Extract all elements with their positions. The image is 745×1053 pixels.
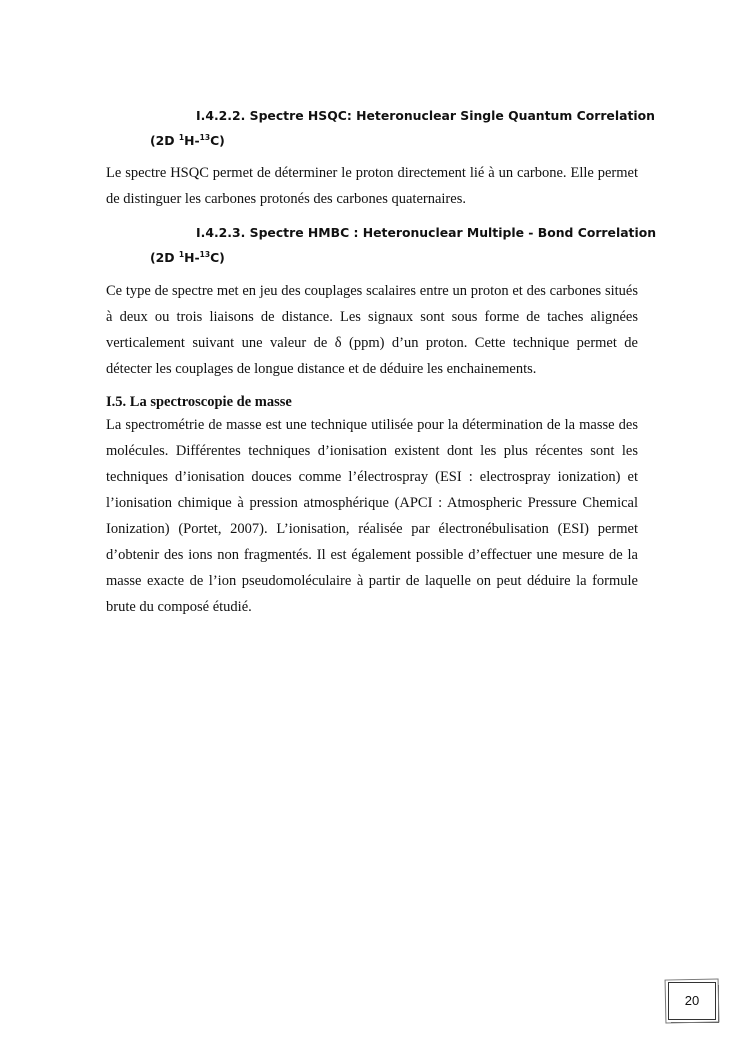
paragraph-mass: La spectrométrie de masse est une technique utilisée pour la détermination de la masse des molécules. Différentes techniques d’ionisation existent dont les plus récentes sont les techniques d’ionisation douces comme l’électrospray (ESI : electrospray ionization) et l’ionisation chimique à pression atmosphérique (APCI : Atmospheric Pressure Chemical Ionization) (Portet, 2007). L’ionisation, réalisée par électronébulisation (ESI) permet d’obtenir des ions non fragmentés. Il est également possible d’effectuer une mesure de la masse exacte de l’ion pseudomoléculaire à partir de laquelle on peut déduire la formule brute du composé étudié. (106, 417, 638, 615)
heading-hsqc-sub-prefix: (2D (150, 133, 179, 148)
heading-hmbc-line2 (106, 245, 638, 270)
heading-hsqc-sup2: 13 (199, 133, 211, 142)
heading-hmbc-sub-prefix: (2D (150, 250, 179, 265)
heading-hmbc-title: Spectre HMBC : Heteronuclear Multiple - Bond Correlation (249, 225, 657, 240)
section-heading-hsqc (106, 103, 655, 153)
heading-hsqc-number: I.4.2.2. (196, 108, 246, 123)
heading-hmbc-line1 (106, 220, 657, 245)
heading-hmbc-sub-suffix: C) (210, 250, 225, 265)
heading-hsqc-mid: H- (184, 133, 200, 148)
heading-hmbc-sup1: 1 (178, 250, 185, 259)
section-heading-hmbc (106, 220, 657, 270)
heading-hsqc-sup1: 1 (178, 133, 185, 142)
heading-hsqc-line1 (106, 103, 655, 128)
heading-hsqc-sub-suffix: C) (210, 133, 225, 148)
heading-hmbc-number: I.4.2.3. (196, 225, 246, 240)
heading-hsqc-title: Spectre HSQC: Heteronuclear Single Quantum Correlation (249, 108, 655, 123)
paragraph-hsqc: Le spectre HSQC permet de déterminer le proton directement lié à un carbone. Elle permet de distinguer les carbones protonés des carbones quaternaires. (106, 165, 638, 207)
heading-hmbc-mid: H- (184, 250, 200, 265)
page-number: 20 (668, 982, 716, 1020)
paragraph-hmbc: Ce type de spectre met en jeu des couplages scalaires entre un proton et des carbones situés à deux ou trois liaisons de distance. Les signaux sont sous forme de taches alignées verticalement suivant une valeur de δ (ppm) d’un proton. Cette technique permet de détecter les couplages de longue distance et de déduire les enchainements. (106, 283, 638, 377)
heading-hmbc-sup2: 13 (199, 250, 211, 259)
heading-hsqc-line2 (106, 128, 638, 153)
section-heading-mass: I.5. La spectroscopie de masse (106, 394, 292, 410)
